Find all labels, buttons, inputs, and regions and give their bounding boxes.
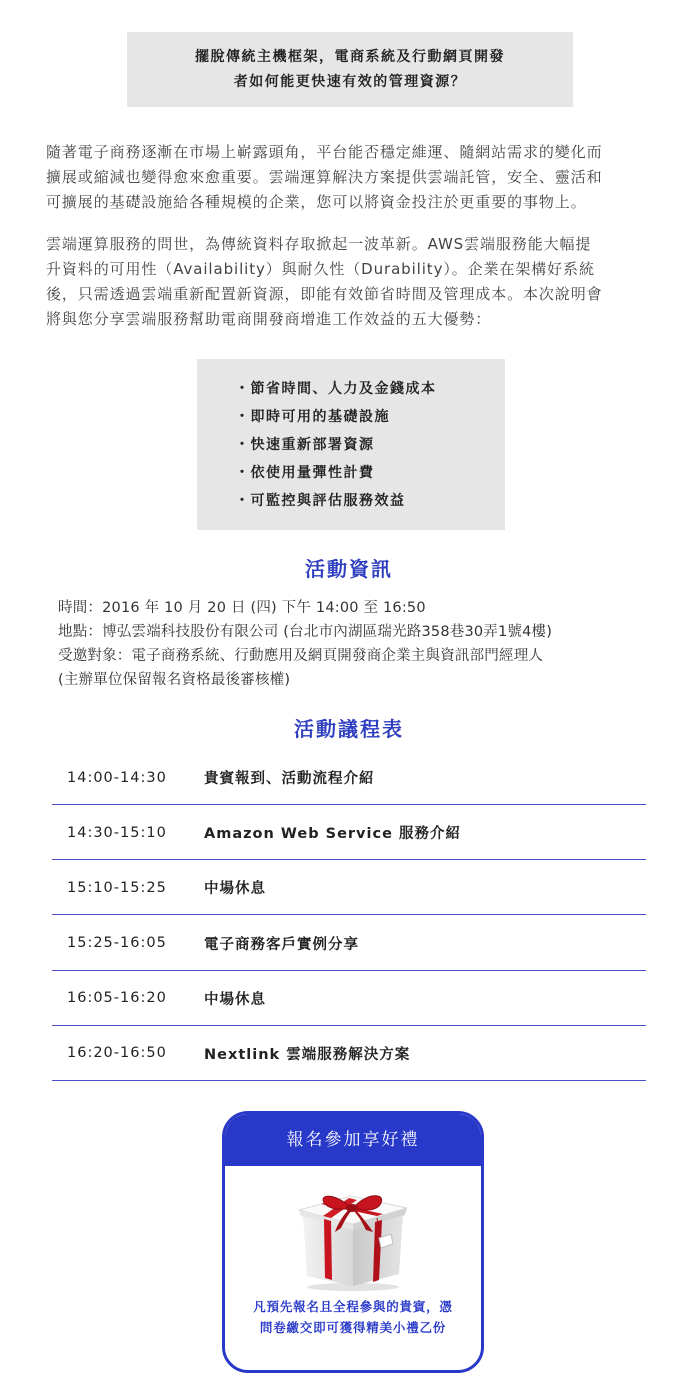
benefit-item: ・可監控與評估服務效益 [235,493,406,509]
agenda-row [52,861,646,915]
benefit-item: ・依使用量彈性計費 [235,465,375,481]
agenda-row [52,806,646,860]
intro-p2-line: 升資料的可用性（Availability）與耐久性（Durability）。企業在架構好系統 [46,260,595,278]
gift-text-line-2: 問卷繳交即可獲得精美小禮乙份 [259,1320,447,1335]
headline-line-2: 者如何能更快速有效的管理資源？ [233,73,467,90]
gift-header: 報名參加享好禮 [225,1114,481,1166]
intro-p1-line: 可擴展的基礎設施給各種規模的企業，您可以將資金投注於更重要的事物上。 [46,193,587,211]
benefits-box [197,359,505,530]
gift-description [225,1296,481,1338]
agenda-topic: 貴賓報到、活動流程介紹 [204,771,375,787]
intro-p2-line: 後，只需透過雲端重新配置新資源，即能有效節省時間及管理成本。本次說明會 [46,285,603,303]
agenda-title: 活動議程表 [294,717,404,741]
agenda-topic: Nextlink 雲端服務解決方案 [204,1046,411,1063]
intro-p2-line: 雲端運算服務的問世，為傳統資料存取掀起一波革新。AWS雲端服務能大幅提 [46,235,592,253]
event-audience: 受邀對象：電子商務系統、行動應用及網頁開發商企業主與資訊部門經理人 [58,648,544,664]
agenda-topic: 中場休息 [204,881,266,898]
agenda-topic: 中場休息 [204,991,266,1008]
agenda-topic: Amazon Web Service 服務介紹 [204,826,461,843]
agenda-row [52,751,646,805]
agenda-row [52,972,646,1026]
event-note: (主辦單位保留報名資格最後審核權) [58,672,291,688]
event-time: 時間：2016 年 10 月 20 日 (四) 下午 14:00 至 16:50 [58,600,426,616]
agenda-table [52,751,646,1081]
event-info-title: 活動資訊 [305,557,393,581]
gift-text-line-1: 凡預先報名且全程參與的貴賓，憑 [253,1299,453,1314]
benefits-list [197,359,505,515]
agenda-time: 14:30-15:10 [67,824,167,841]
agenda-time: 15:10-15:25 [67,879,167,896]
event-location: 地點：博弘雲端科技股份有限公司 (台北市內湖區瑞光路358巷30弄1號4樓) [58,624,553,640]
agenda-row [52,917,646,971]
agenda-time: 16:20-16:50 [67,1045,167,1062]
gift-box-icon [291,1188,415,1292]
headline-line-1: 擺脫傳統主機框架，電商系統及行動網頁開發 [195,48,505,65]
agenda-row [52,1027,646,1081]
agenda-time: 16:05-16:20 [67,990,167,1007]
benefit-item: ・節省時間、人力及金錢成本 [235,381,437,397]
event-info-block [58,596,678,692]
headline-box [127,32,573,107]
intro-paragraph-1 [46,140,658,215]
intro-p2-line: 將與您分享雲端服務幫助電商開發商增進工作效益的五大優勢： [46,310,492,328]
benefit-item: ・即時可用的基礎設施 [235,409,390,425]
agenda-topic: 電子商務客戶實例分享 [204,936,359,953]
agenda-time: 15:25-16:05 [67,935,167,952]
agenda-time: 14:00-14:30 [67,769,167,786]
gift-card[interactable] [222,1111,484,1373]
benefit-item: ・快速重新部署資源 [235,437,375,453]
intro-p1-line: 擴展或縮減也變得愈來愈重要。雲端運算解決方案提供雲端託管，安全、靈活和 [46,168,603,186]
intro-p1-line: 隨著電子商務逐漸在市場上嶄露頭角，平台能否穩定維運、隨網站需求的變化而 [46,143,603,161]
intro-paragraph-2 [46,232,658,332]
